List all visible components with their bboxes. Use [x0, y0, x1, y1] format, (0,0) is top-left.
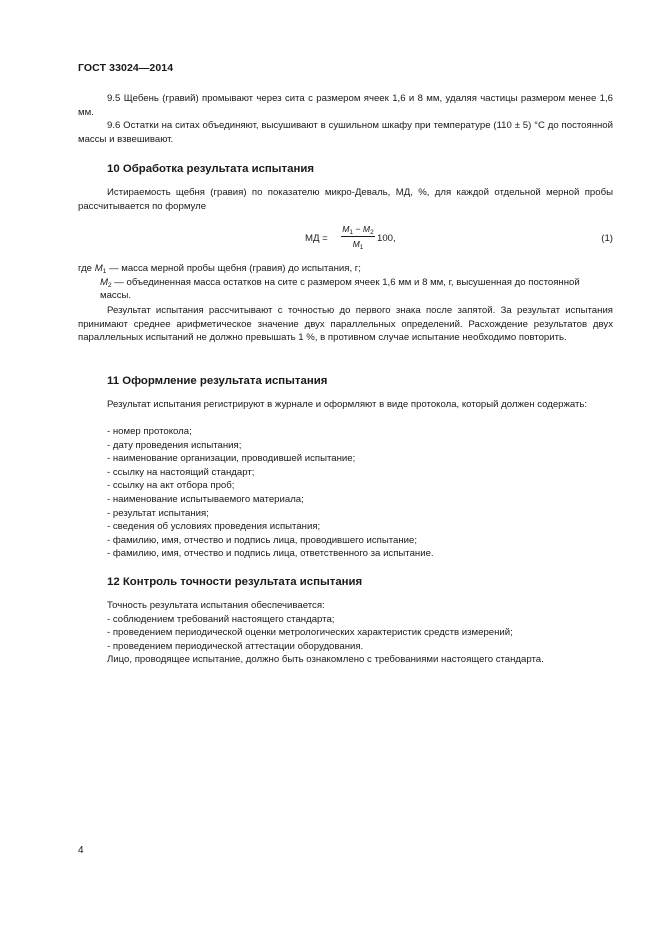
- section-12-intro: Точность результата испытания обеспечивается:: [107, 600, 325, 611]
- list-item: - проведением периодической аттестации оборудования.: [107, 640, 364, 652]
- list-item: - ссылку на акт отбора проб;: [107, 480, 235, 492]
- section-10-result: [78, 304, 613, 345]
- list-item: - результат испытания;: [107, 507, 209, 519]
- section-11-heading: 11 Оформление результата испытания: [107, 375, 328, 387]
- list-item: - сведения об условиях проведения испытания;: [107, 521, 321, 533]
- list-item: - фамилию, имя, отчество и подпись лица, проводившего испытание;: [107, 534, 417, 546]
- fraction-bar: [341, 236, 375, 237]
- protocol-contents-list: [107, 425, 434, 561]
- paragraph-9-6: 9.6 Остатки на ситах объединяют, высушивают в сушильном шкафу при температуре (110 ± 5) °С до постоянной массы и взвешивают.: [78, 120, 613, 145]
- section-12-closing: Лицо, проводящее испытание, должно быть ознакомлено с требованиями настоящего стандарта.: [107, 654, 544, 666]
- list-item: - ссылку на настоящий стандарт;: [107, 466, 255, 478]
- section-10-heading: 10 Обработка результата испытания: [107, 163, 314, 175]
- page-number: 4: [78, 845, 84, 856]
- paragraph-9-5: 9.5 Щебень (гравий) промывают через сита с размером ячеек 1,6 и 8 мм, удаляя частицы размером менее 1,6 мм.: [78, 93, 613, 118]
- formula-denominator: $M_1$: [352, 239, 364, 251]
- formula-numerator: $M_1 - M_2$: [342, 224, 374, 236]
- formula-1: [78, 224, 613, 256]
- formula-definitions: [78, 262, 613, 303]
- section-10-intro-text: Истираемость щебня (гравия) по показателю микро-Деваль, МД, %, для каждой отдельной мерной пробы рассчитывается по формуле: [78, 187, 613, 212]
- section-12-heading: 12 Контроль точности результата испытания: [107, 576, 363, 588]
- list-item: - проведением периодической оценки метрологических характеристик средств измерений;: [107, 627, 513, 639]
- section-11-intro: [78, 398, 613, 412]
- list-item: - номер протокола;: [107, 426, 192, 437]
- formula-lhs: МД =: [305, 233, 328, 244]
- accuracy-list: [107, 599, 544, 667]
- section-11-intro-text: Результат испытания регистрируют в журнале и оформляют в виде протокола, который должен содержать:: [107, 399, 588, 410]
- section-10-result-text: Результат испытания рассчитывают с точностью до первого знака после запятой. За результат испытания принимают среднее арифметическое значение двух параллельных определений. Расхождение результатов двух параллельных испытаний не должно превышать 1 %, в противном случае испытание необходимо повторить.: [78, 305, 613, 344]
- list-item: - наименование организации, проводившей испытание;: [107, 453, 356, 465]
- list-item: - фамилию, имя, отчество и подпись лица, ответственного за испытание.: [107, 548, 434, 560]
- definition-m1: где $M_1$ — масса мерной пробы щебня (гравия) до испытания, г;: [78, 263, 361, 275]
- section-10-intro: [78, 186, 613, 213]
- standard-header: ГОСТ 33024—2014: [78, 62, 174, 74]
- list-item: - соблюдением требований настоящего стандарта;: [107, 613, 335, 625]
- equation-number: (1): [601, 233, 613, 244]
- section-9-paragraphs: [78, 92, 613, 146]
- definition-m2: $M_2$ — объединенная масса остатков на сите с размером ячеек 1,6 мм и 8 мм, г, высушенная до постоянной массы.: [100, 276, 580, 302]
- list-item: - наименование испытываемого материала;: [107, 493, 304, 505]
- formula-multiplier: 100,: [377, 233, 396, 244]
- formula-fraction: [341, 224, 375, 250]
- list-item: - дату проведения испытания;: [107, 439, 242, 451]
